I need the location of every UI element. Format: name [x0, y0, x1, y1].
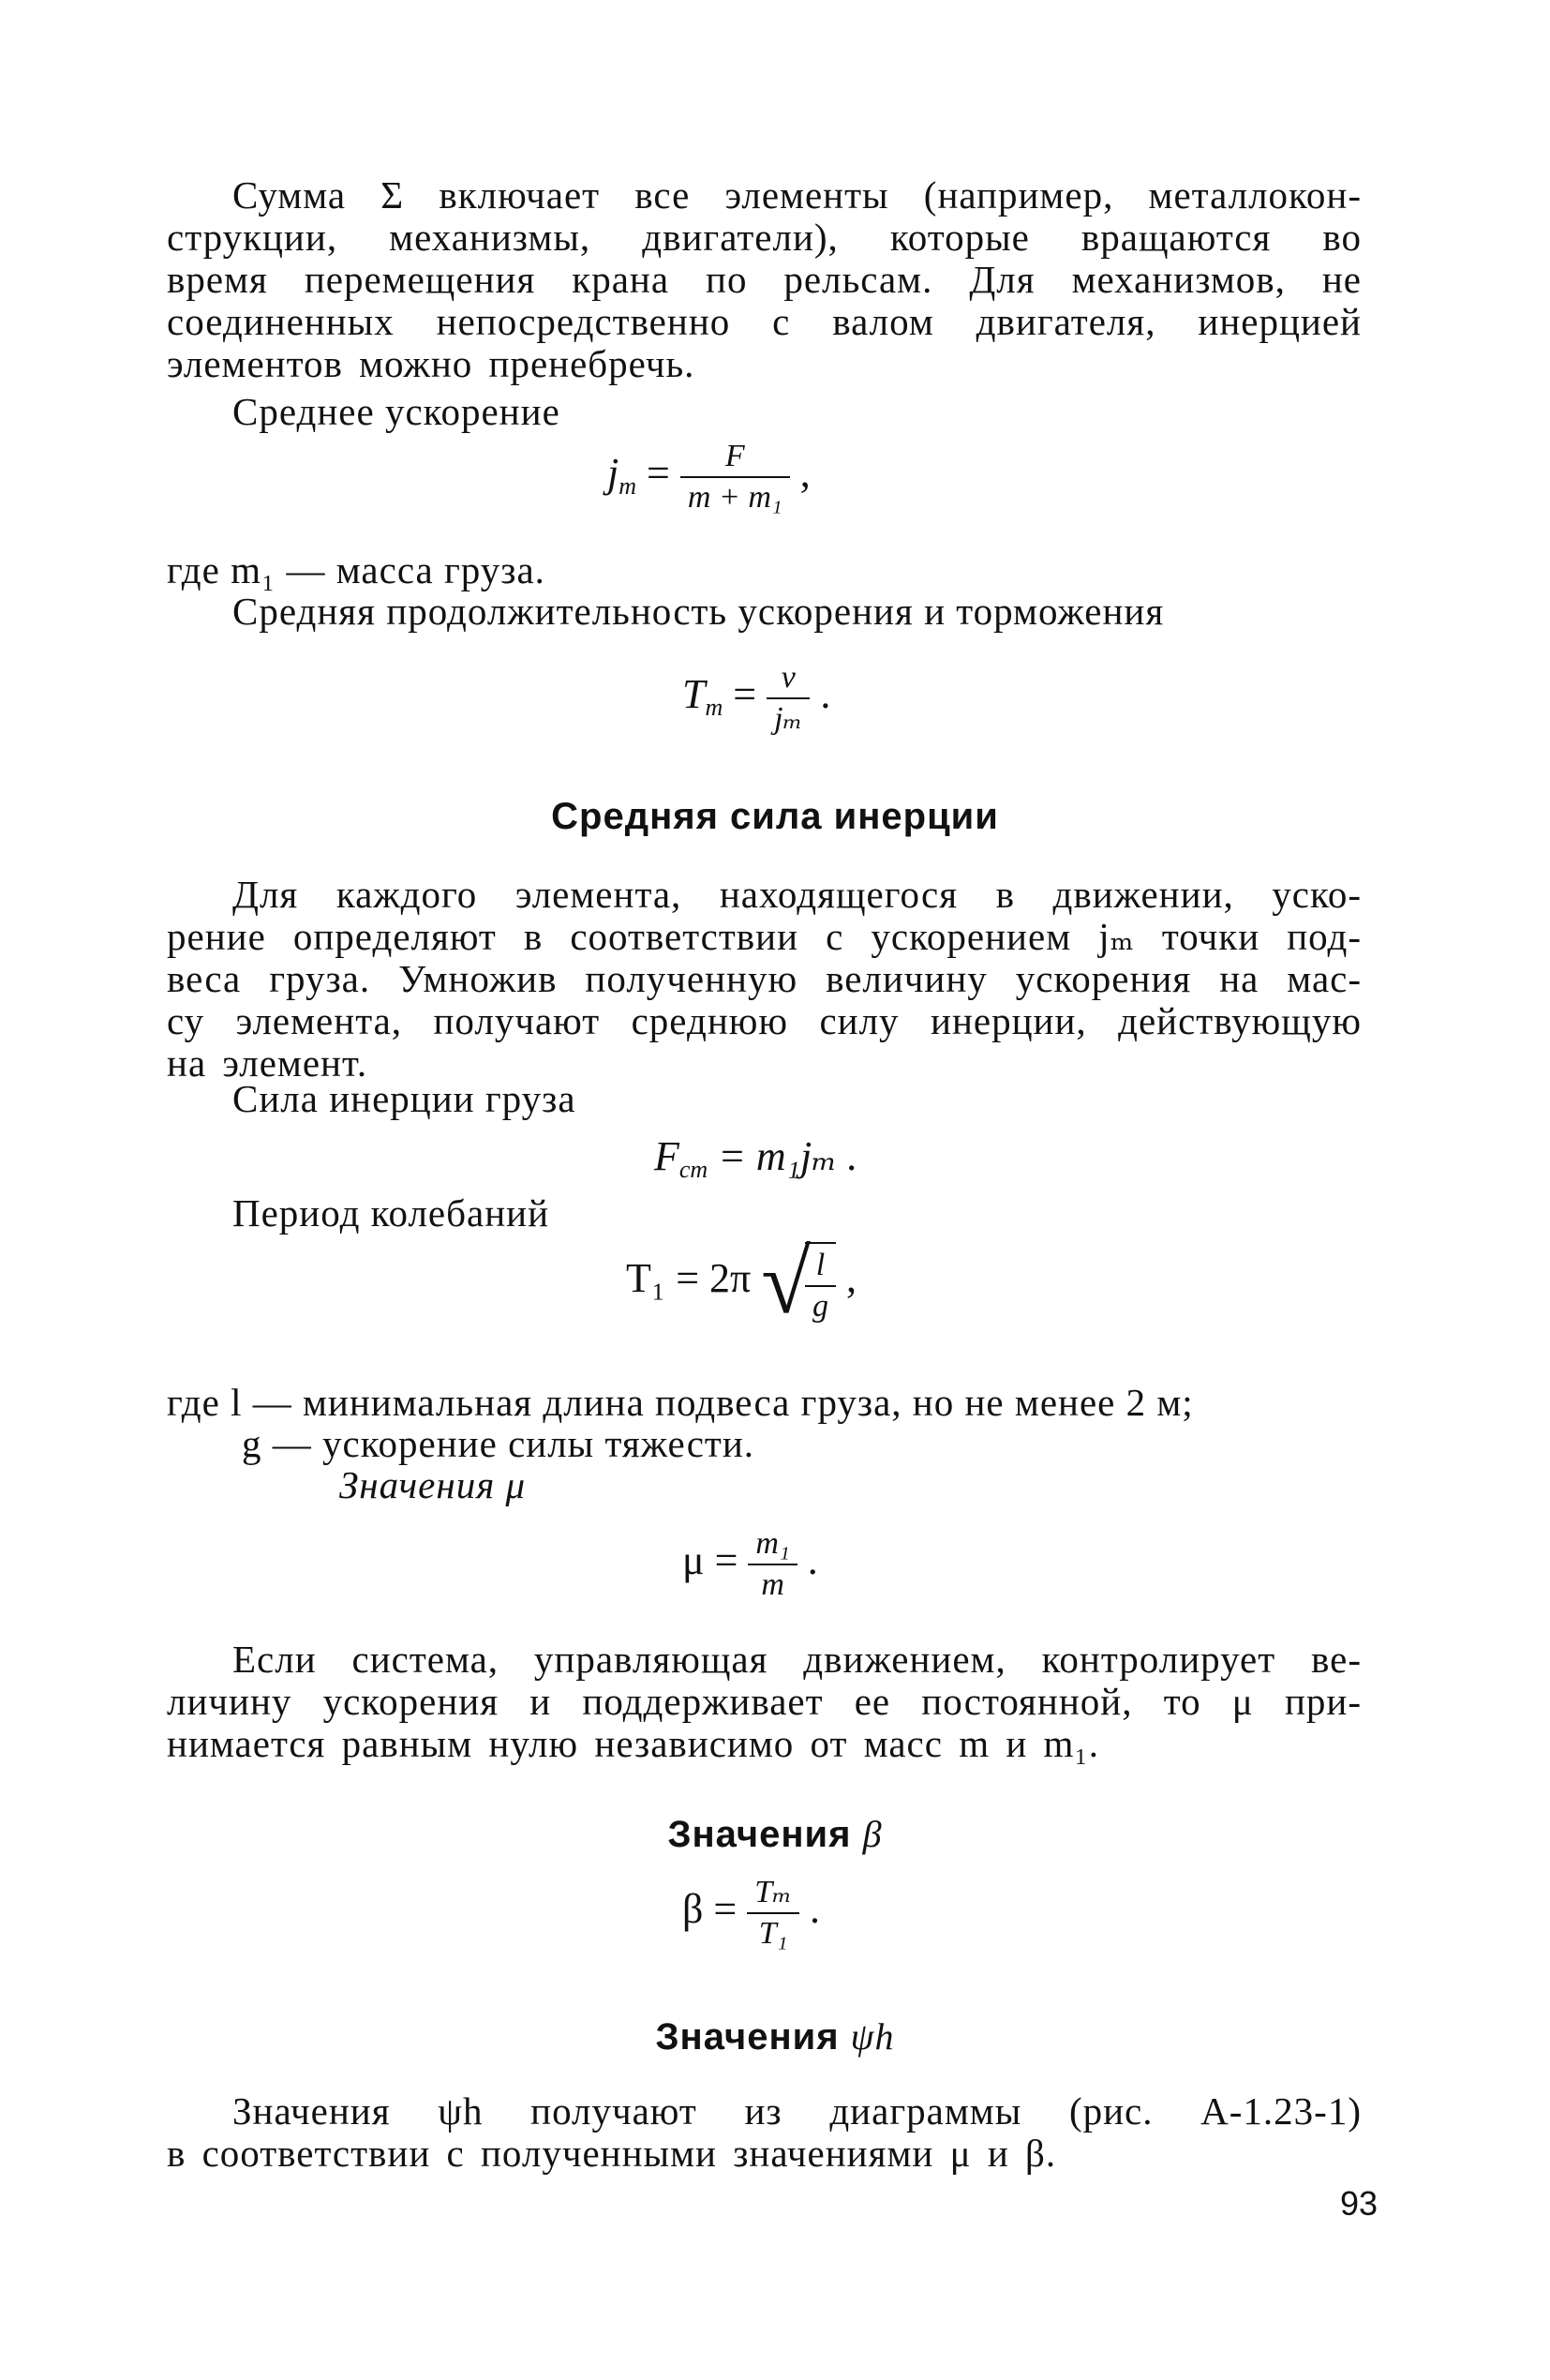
- formula-T1-numerator: l: [805, 1250, 836, 1287]
- formula-T1: [626, 1232, 857, 1332]
- text-avg-acceleration: Среднее ускорение: [232, 390, 560, 433]
- text-where-m1: где m₁ — масса груза.: [167, 548, 545, 591]
- formula-beta-fraction: [747, 1877, 799, 1950]
- formula-Fcm: [654, 1133, 858, 1183]
- text-line: элементов можно пренебречь.: [167, 342, 695, 385]
- text-line: су элемента, получают среднюю силу инерции, действующую: [167, 999, 1362, 1042]
- paragraph-inertia-each-element: [167, 874, 1362, 1085]
- text-line: личину ускорения и поддерживает ее постоянной, то μ при-: [167, 1680, 1362, 1723]
- heading-beta-text: Значения: [667, 1814, 852, 1855]
- text-where-l: где l — минимальная длина подвеса груза, но не менее 2 м;: [167, 1381, 1194, 1424]
- formula-Tm: $T_m$ = $\frac{v}{\text{jₘ}}$ .: [682, 660, 831, 736]
- formula-Fcm-sub: cm: [678, 1156, 708, 1183]
- text-avg-duration: Средняя продолжительность ускорения и торможения: [232, 590, 1165, 633]
- formula-jm-denominator: m + m₁: [687, 480, 782, 515]
- text-line: Если система, управляющая движением, контролирует ве-: [232, 1638, 1362, 1681]
- text-line: рение определяют в соответствии с ускорением jₘ точки под-: [167, 915, 1362, 958]
- formula-jm-tail: ,: [799, 450, 811, 497]
- text-line: струкции, механизмы, двигатели), которые вращаются во: [167, 216, 1362, 259]
- formula-mu-fraction: [748, 1528, 797, 1601]
- heading-beta-values: [0, 1813, 1550, 1856]
- text-line: на элемент.: [167, 1041, 368, 1085]
- formula-beta-denominator: T₁: [758, 1916, 788, 1951]
- formula-mu: [682, 1528, 818, 1601]
- text-line: веса груза. Умножив полученную величину ускорения на мас-: [167, 957, 1362, 1000]
- formula-Tm-numerator: v: [767, 662, 810, 699]
- text-line: нимается равным нулю независимо от масс m и m₁.: [167, 1722, 1099, 1765]
- formula-beta-numerator: Tₘ: [747, 1877, 799, 1914]
- formula-beta-tail: .: [809, 1886, 820, 1933]
- text-line: время перемещения крана по рельсам. Для механизмов, не: [167, 258, 1362, 301]
- text-line: Для каждого элемента, находящегося в движении, уско-: [232, 873, 1362, 916]
- heading-psi-text: Значения: [655, 2016, 840, 2058]
- formula-T1-denominator: g: [812, 1289, 828, 1324]
- text-period: Период колебаний: [232, 1191, 550, 1235]
- text-line: в соответствии с полученными значениями μ и β.: [167, 2132, 1057, 2175]
- text-line: Сумма Σ включает все элементы (например, металлокон-: [232, 173, 1362, 217]
- heading-psi-values: [0, 2015, 1550, 2058]
- formula-jm-lhs: j: [607, 450, 619, 497]
- formula-beta: [682, 1877, 820, 1950]
- formula-mu-tail: .: [807, 1537, 818, 1584]
- formula-Fcm-lhs: F: [654, 1133, 679, 1179]
- text-line: Значения ψh получают из диаграммы (рис. А-1.23-1): [232, 2089, 1362, 2133]
- formula-Tm-denominator: jₘ: [774, 701, 803, 736]
- formula-mu-numerator: m₁: [748, 1528, 797, 1565]
- page-number: 93: [1340, 2184, 1379, 2223]
- formula-T1-tail: ,: [845, 1255, 857, 1302]
- formula-mu-denominator: m: [761, 1567, 784, 1602]
- formula-Fcm-rhs: = m₁jₘ .: [718, 1133, 858, 1179]
- paragraph-sum-elements: [167, 174, 1362, 385]
- formula-jm-lhs-sub: m: [619, 472, 637, 501]
- heading-avg-inertia-force: Средняя сила инерции: [551, 796, 999, 837]
- text-load-inertia: Сила инерции груза: [232, 1077, 576, 1120]
- formula-Tm-lhs: T: [682, 671, 706, 718]
- formula-T1-lhs: T₁ = 2π: [626, 1255, 752, 1302]
- heading-psi-symbol: ψh: [850, 2015, 895, 2058]
- formula-jm-numerator: F: [680, 441, 790, 478]
- heading-beta-symbol: β: [862, 1813, 883, 1855]
- radical-icon: √: [761, 1232, 811, 1332]
- paragraph-control-system: [167, 1639, 1362, 1765]
- text-line: соединенных непосредственно с валом двигателя, инерцией: [167, 300, 1362, 343]
- formula-Tm-lhs-sub: m: [705, 694, 723, 722]
- formula-T1-fraction: [805, 1250, 836, 1323]
- formula-beta-lhs: β =: [682, 1886, 738, 1933]
- formula-jm-fraction: [680, 441, 790, 514]
- formula-Tm-tail: .: [820, 671, 831, 718]
- text-mu-values: Значения μ: [339, 1463, 527, 1506]
- formula-jm: $j_m$ = $\frac{F}{\text{m + m₁}}$ ,: [607, 439, 811, 515]
- formula-Tm-fraction: [767, 662, 810, 735]
- sqrt-symbol: [761, 1232, 836, 1332]
- paragraph-psi-diagram: [167, 2090, 1362, 2175]
- formula-mu-lhs: μ =: [682, 1537, 738, 1584]
- text-where-g: g — ускорение силы тяжести.: [242, 1422, 755, 1465]
